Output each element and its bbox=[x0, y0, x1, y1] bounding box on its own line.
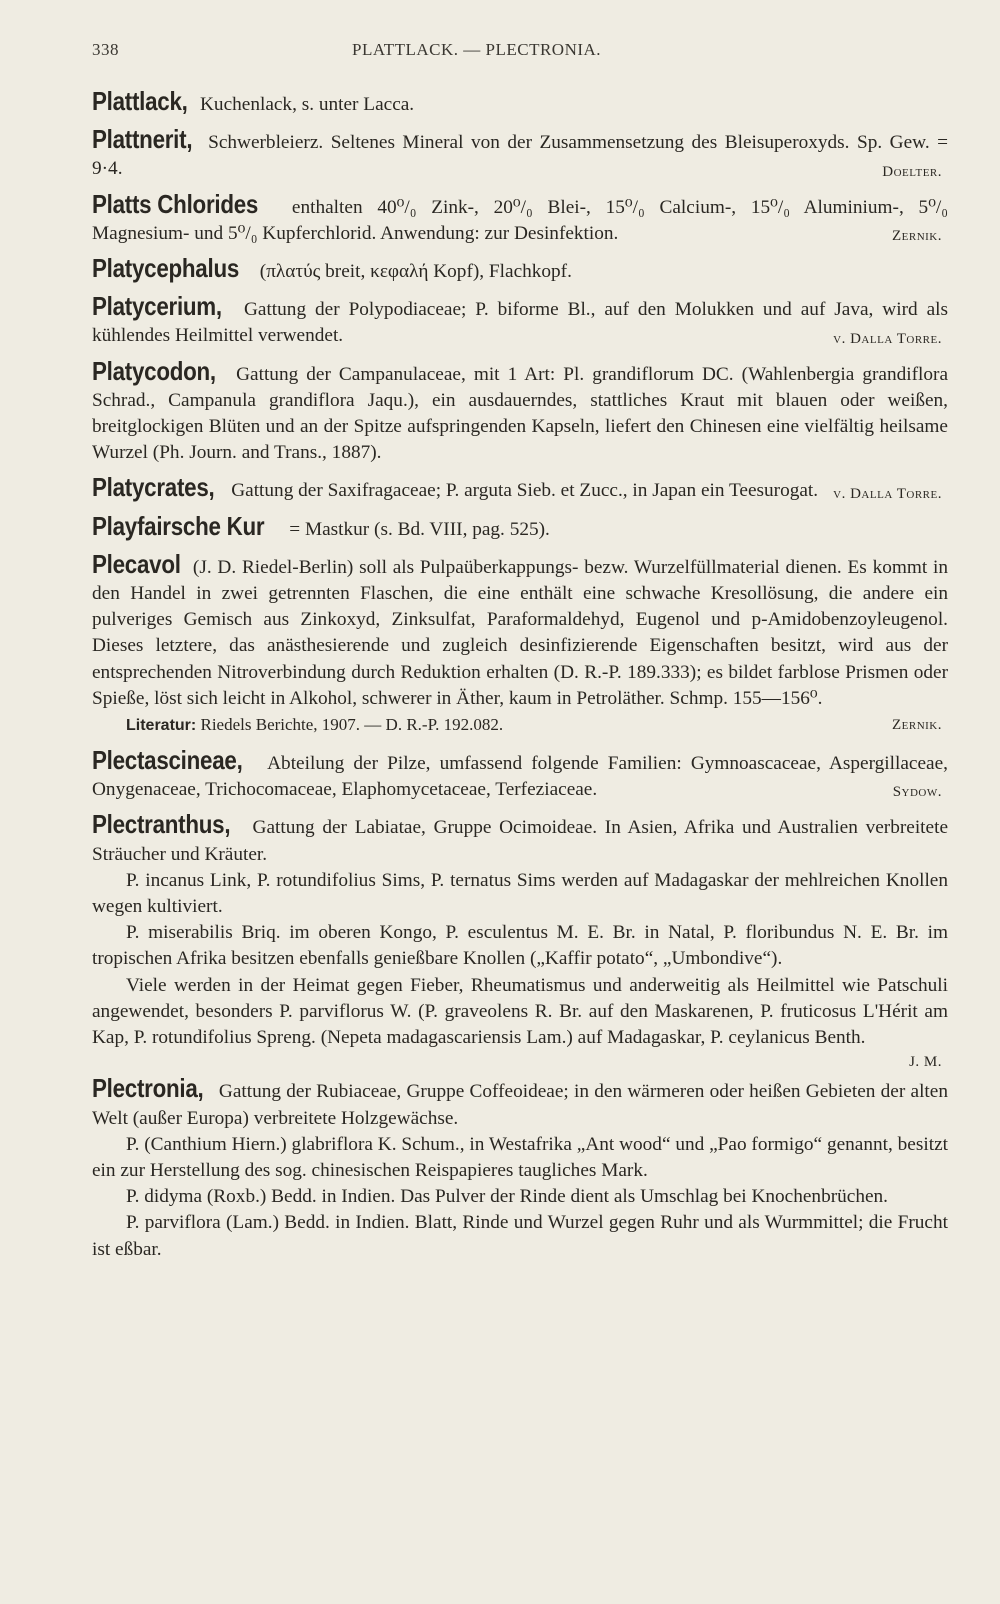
entry-playfairsche-kur bbox=[92, 510, 948, 543]
author-signature: Doelter. bbox=[882, 163, 942, 180]
entry-text: Gattung der Labiatae, Gruppe Ocimoideae. In Asien, Afrika und Australien verbreitete Sträucher und Kräuter. bbox=[92, 817, 948, 865]
author-signature: v. Dalla Torre. bbox=[833, 485, 942, 502]
entry-platycodon bbox=[92, 355, 948, 467]
literature-text: Riedels Berichte, 1907. — D. R.-P. 192.082. bbox=[200, 715, 504, 735]
author-signature: J. M. bbox=[909, 1054, 942, 1071]
entry-plattlack bbox=[92, 88, 948, 118]
headword: Plattnerit, bbox=[92, 124, 193, 155]
headword: Platycephalus bbox=[92, 253, 240, 284]
entry-text: = Mastkur (s. Bd. VIII, pag. 525). bbox=[289, 518, 550, 540]
paragraph: P. miserabilis Briq. im oberen Kongo, P. esculentus M. E. Br. in Natal, P. floribundus N. E. Br. im tropischen Afrika besitzen ebenfalls genießbare Knollen („Kaffir potato“, „Umbondive“). bbox=[92, 922, 948, 970]
headword: Playfairsche Kur bbox=[92, 510, 265, 541]
headword: Platycrates, bbox=[92, 472, 215, 503]
headword: Plectranthus, bbox=[92, 809, 231, 840]
entry-plattnerit bbox=[92, 126, 948, 182]
paragraph: P. parviflora (Lam.) Bedd. in Indien. Blatt, Rinde und Wurzel gegen Ruhr und als Wurmmittel; die Frucht ist eßbar. bbox=[92, 1212, 948, 1260]
entry-plectascineae bbox=[92, 747, 948, 803]
paragraph: P. didyma (Roxb.) Bedd. in Indien. Das Pulver der Rinde dient als Umschlag bei Knochenbrüchen. bbox=[126, 1186, 888, 1208]
entry-text: (πλατύς breit, κεφαλή Kopf), Flachkopf. bbox=[259, 261, 572, 283]
entry-text: Gattung der Campanulaceae, mit 1 Art: Pl. grandiflorum DC. (Wahlenbergia grandiflora Schrad., Campanula grandiflora Jaqu.), ein ausdauerndes, stattliches Kraut mit blauen oder weißen, breitglockigen Blüten und an der Spitze aufspringenden Kapseln, liefert den Chinesen eine vielfältig heilsame Wurzel (Ph. Journ. and Trans., 1887). bbox=[92, 363, 948, 464]
entry-text: Gattung der Rubiaceae, Gruppe Coffeoideae; in den wärmeren oder heißen Gebieten der alten Welt (außer Europa) verbreitete Holzgewächse. bbox=[92, 1081, 948, 1129]
entry-text: (J. D. Riedel-Berlin) soll als Pulpaüberkappungs- bezw. Wurzelfüllmaterial dienen. Es kommt in den Handel in zwei getrennten Flaschen, die eine enthält eine schwache Kresollösung, die andere ein pulveriges Gemisch aus Zinkoxyd, Zinksulfat, Paraformaldehyd, Eugenol und p-Amidobenzoyleugenol. Dieses letztere, das anästhesierende und zugleich desinfizierende Eigenschaften besitzt, wird aus der entsprechenden Nitroverbindung durch Reduktion erhalten (D. R.-P. 189.333); es bildet farblose Prismen oder Spieße, löst sich leicht in Alkohol, schwerer in Äther, kaum in Petroläther. Schmp. 155—156⁰. bbox=[92, 556, 948, 709]
running-header bbox=[92, 40, 948, 80]
page-number: 338 bbox=[92, 40, 119, 59]
running-title: PLATTLACK. — PLECTRONIA. bbox=[352, 40, 602, 59]
entry-text: Gattung der Saxifragaceae; P. arguta Sieb. et Zucc., in Japan ein Teesurogat. bbox=[231, 480, 819, 502]
literature-label: Literatur: bbox=[126, 717, 197, 735]
entry-platycrates bbox=[92, 474, 948, 504]
headword: Plectronia, bbox=[92, 1073, 204, 1104]
paragraph: Viele werden in der Heimat gegen Fieber, Rheumatismus und anderweitig als Heilmittel wie Patschuli angewendet, besonders P. parviflorus W. (P. graveolens R. Br. auf den Maskarenen, P. fruticosus L'Hérit am Kap, P. rotundifolius Spreng. (Nepeta madagascariensis Lam.) auf Madagaskar, P. ceylanicus Benth. bbox=[92, 974, 948, 1049]
entry-platycerium bbox=[92, 293, 948, 349]
headword: Plectascineae, bbox=[92, 745, 243, 776]
entry-text: enthalten 40⁰/₀ Zink-, 20⁰/₀ Blei-, 15⁰/₀ Calcium-, 15⁰/₀ Aluminium-, 5⁰/₀ Magnesium- und 5⁰/₀ Kupferchlorid. Anwendung: zur Desinfektion. bbox=[92, 196, 949, 244]
headword: Platycodon, bbox=[92, 355, 216, 386]
entry-platycephalus bbox=[92, 255, 948, 285]
paragraph: P. (Canthium Hiern.) glabriflora K. Schum., in Westafrika „Ant wood“ und „Pao formigo“ genannt, besitzt ein zur Herstellung des sog. chinesischen Reispapieres taugliches Mark. bbox=[92, 1133, 948, 1181]
author-signature: v. Dalla Torre. bbox=[833, 330, 942, 347]
entry-text: Abteilung der Pilze, umfassend folgende Familien: Gymnoascaceae, Aspergillaceae, Onygenaceae, Trichocomaceae, Elaphomycetaceae, Terfeziaceae. bbox=[92, 753, 948, 801]
literature-line bbox=[92, 712, 948, 739]
entry-text: Schwerbleierz. Seltenes Mineral von der Zusammensetzung des Bleisuperoxyds. Sp. Gew. = 9·4. bbox=[92, 132, 949, 180]
entry-text: Gattung der Polypodiaceae; P. biforme Bl., auf den Molukken und auf Java, wird als kühlendes Heilmittel verwendet. bbox=[92, 299, 948, 347]
entry-plectranthus bbox=[92, 811, 948, 1073]
headword: Plecavol bbox=[92, 548, 181, 579]
headword: Plattlack, bbox=[92, 86, 188, 116]
entry-platts-chlorides bbox=[92, 188, 949, 247]
entry-plectronia bbox=[92, 1075, 948, 1262]
headword: Platts Chlorides bbox=[92, 188, 259, 219]
author-signature: Zernik. bbox=[891, 717, 942, 734]
author-signature: Sydow. bbox=[892, 784, 942, 801]
author-signature: Zernik. bbox=[891, 228, 942, 245]
paragraph: P. incanus Link, P. rotundifolius Sims, P. ternatus Sims werden auf Madagaskar der mehlreichen Knollen wegen kultiviert. bbox=[92, 869, 948, 918]
entry-plecavol bbox=[92, 548, 948, 739]
entry-text: Kuchenlack, s. unter Lacca. bbox=[200, 94, 415, 115]
headword: Platycerium, bbox=[92, 291, 222, 322]
